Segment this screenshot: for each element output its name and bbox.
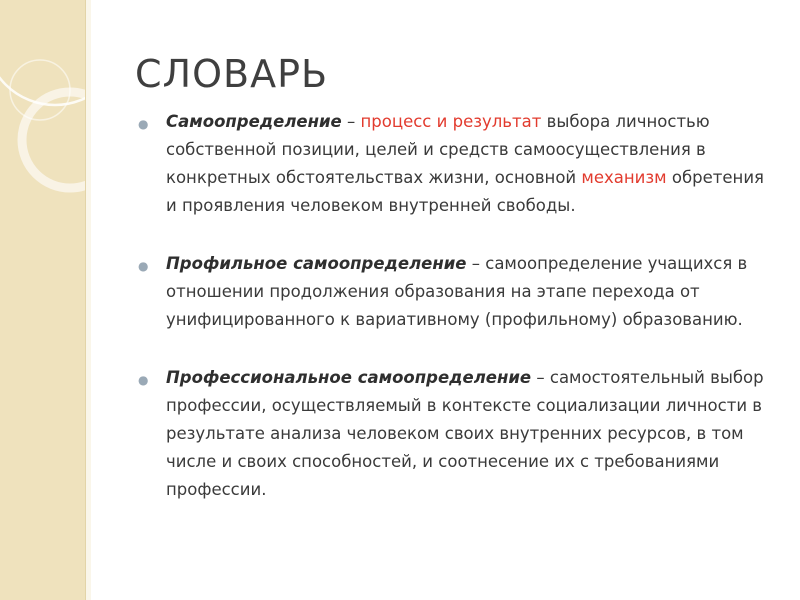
highlight-mechanism: механизм (581, 168, 667, 187)
definition-dash: – (466, 254, 486, 273)
definition-term: Профильное самоопределение (166, 254, 467, 273)
definition-item-profile-self-determination (138, 250, 778, 334)
bullet-icon: ● (138, 373, 149, 387)
bullet-icon: ● (138, 117, 149, 131)
definition-dash: – (531, 368, 550, 387)
sidebar-edge (85, 0, 91, 600)
definition-term: Самоопределение (166, 112, 342, 131)
definition-dash: – (341, 112, 361, 131)
decorative-circles-icon (0, 0, 85, 600)
definition-item-professional-self-determination (138, 364, 778, 504)
definition-term: Профессиональное самоопределение (166, 368, 532, 387)
definition-list (138, 108, 778, 534)
decorative-sidebar (0, 0, 85, 600)
definition-text-end: обретения и проявления человеком внутренней свободы. (166, 168, 764, 215)
definition-item-self-determination (138, 108, 778, 220)
definition-text: самоопределение учащихся в отношении продолжения образования на этапе перехода от унифицированного к вариативному (профильному) образованию. (166, 254, 748, 329)
definition-text: выбора личностью собственной позиции, целей и средств самоосуществления в конкретных обстоятельствах жизни, основной (166, 112, 710, 187)
definition-text: самостоятельный выбор профессии, осуществляемый в контексте социализации личности в результате анализа человеком своих внутренних ресурсов, в том числе и своих способностей, и соотнесение их с требованиями профессии. (166, 368, 764, 499)
bullet-icon: ● (138, 259, 149, 273)
slide-title: СЛОВАРЬ (135, 52, 329, 96)
highlight-process-result: процесс и результат (360, 112, 542, 131)
